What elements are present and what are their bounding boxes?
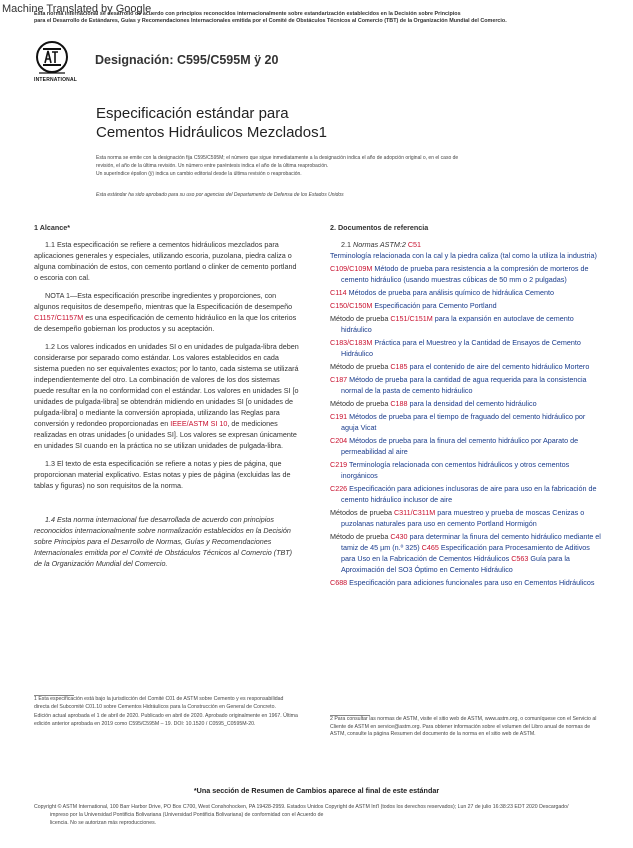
reference-link[interactable]: C150/C150M — [330, 301, 373, 310]
left-column — [34, 222, 299, 576]
reference-item — [330, 287, 602, 298]
standard-note: Esta estándar ha sido aprobado para su uso por agencias del Departamento de Defensa de los Estados Unidos — [96, 192, 344, 198]
reference-link[interactable]: C688 — [330, 578, 348, 587]
reference-text: Método de prueba — [330, 362, 391, 371]
intro-text — [96, 155, 526, 178]
reference-link[interactable]: C183/C183M — [330, 338, 373, 347]
page-title — [96, 104, 327, 142]
paragraph-2-1 — [330, 239, 602, 250]
section-heading: 2. Documentos de referencia — [330, 223, 429, 232]
link-c1157[interactable]: C1157/C1157M — [34, 313, 84, 322]
reference-text: Práctica para el Muestreo y la Cantidad de Ensayos de Cemento Hidráulico — [341, 338, 581, 358]
reference-item — [330, 435, 602, 457]
intro-line: Un superíndice épsilon (ÿ) indica un cambio editorial desde la última revisión o reaprobación. — [96, 170, 302, 177]
astm-standards-label: Normas ASTM:2 — [353, 240, 408, 249]
reference-text: para muestreo y prueba de moscas Cenizas o puzolanas naturales para uso en cemento Portland Hormigón — [341, 508, 585, 528]
reference-item — [330, 577, 602, 588]
reference-text: Método de prueba — [330, 399, 391, 408]
reference-item — [330, 507, 602, 529]
paragraph-1-2 — [34, 341, 299, 451]
reference-item — [330, 531, 602, 575]
footnote-2: 2 Para consultar las normas de ASTM, visite el sitio web de ASTM, www.astm.org, o comuníquese con el Servicio al Cliente de ASTM en service@astm.org. Para obtener información sobre el volumen del Libro anual de normas de ASTM, consulte la página Resumen del documento de la norma en el sitio web de ASTM. — [330, 716, 597, 737]
reference-text: Métodos de prueba para el tiempo de fraguado del cemento hidráulico por aguja Vicat — [341, 412, 586, 432]
reference-text: Método de prueba para la cantidad de agua requerida para la consistencia normal de la pasta de cemento hidráulico — [341, 375, 587, 395]
intro-line: Esta norma se emite con la designación fija C595/C595M; el número que sigue inmediatamente a la designación indica el año de adopción original o, en el caso de — [96, 155, 459, 161]
reference-item — [330, 250, 602, 261]
footnote-left — [34, 695, 299, 730]
reference-link[interactable]: C563 — [511, 554, 529, 563]
reference-item — [330, 483, 602, 505]
note-1 — [34, 290, 299, 334]
reference-link[interactable]: C185 — [390, 362, 408, 371]
reference-link[interactable]: C430 — [390, 532, 408, 541]
top-note-line: para el Desarrollo de Estándares, Guías y Recomendaciones Internacionales emitida por el Comité de Obstáculos Técnicos al Comercio (TBT) de la Organización Mundial del Comercio. — [34, 18, 507, 24]
license-line: impreso por la Universidad Pontificia Bolivariana (Universidad Pontificia Bolivariana) de conformidad con el Acuerdo de — [50, 812, 324, 818]
top-note-line: Esta norma internacional se desarrolló de acuerdo con principios reconocidos internacionalmente sobre estandarización establecidos en la Decisión sobre Principios — [34, 11, 461, 17]
reference-item — [330, 411, 602, 433]
note-text: es una especificación de cemento hidráulico en la que los criterios de desempeño gobiernan los productos y su aceptación. — [34, 313, 297, 333]
reference-text: Terminología relacionada con la cal y la piedra caliza (tal como la utiliza la industria) — [330, 251, 597, 260]
reference-item — [330, 459, 602, 481]
reference-item — [330, 374, 602, 396]
logo-text: INTERNATIONAL — [34, 77, 78, 83]
top-note — [34, 11, 630, 25]
footnote-right — [330, 715, 602, 741]
title-line: Especificación estándar para — [96, 105, 289, 122]
reference-text: para la expansión en autoclave de cemento hidráulico — [341, 314, 574, 334]
astm-logo — [34, 40, 78, 88]
copyright-text: Copyright © ASTM International, 100 Barr Harbor Drive, PO Box C700, West Conshohocken, PA 19428-2959. Estados Unidos Copyright de ASTM Int'l (todos los derechos reservados); Lun 27 de julio 16:38:23 EDT 2020 Descargado/ — [34, 804, 569, 810]
reference-link[interactable]: C188 — [390, 399, 408, 408]
intro-line: revisión, el año de la última revisión. Un número entre paréntesis indica el año de la última reaprobación. — [96, 162, 329, 169]
reference-link[interactable]: C187 — [330, 375, 348, 384]
paragraph-1-3: 1.3 El texto de esta especificación se refiere a notas y pies de página, que proporcionan material explicativo. Estas notas y pies de página (excluidas las de tablas y figuras) no son requisitos de la norma. — [34, 459, 291, 490]
reference-text: Métodos de prueba — [330, 508, 394, 517]
footnote-edition: Edición actual aprobada el 1 de abril de 2020. Publicado en abril de 2020. Aprobado originalmente en 1967. Última edición anterior aprobada en 2019 como C595/C595M – 19. DOI: 10.1520 / C0595_C0595M-20. — [34, 713, 298, 727]
summary-note: *Una sección de Resumen de Cambios aparece al final de este estándar — [193, 786, 440, 795]
reference-text: para determinar la finura del cemento hidráulico mediante el tamiz de 45 µm (n.º 325) — [341, 532, 601, 552]
paragraph-1-4: 1.4 Esta norma internacional fue desarrollada de acuerdo con principios reconocidos internacionalmente sobre normalización establecidos en la Decisión sobre Principios para el Desarrollo de Normas, Guías y Recomendaciones Internacionales emitida por el Comité de Obstáculos Técnicos al Comercio (TBT) de la Organización Mundial del Comercio. — [34, 515, 293, 568]
right-column — [330, 222, 602, 590]
link-c51[interactable]: C51 — [407, 240, 422, 249]
reference-item — [330, 300, 602, 311]
reference-text: Especificación para adiciones inclusoras de aire para uso en la fabricación de cemento hidráulico inclusor de aire — [341, 484, 597, 504]
reference-link[interactable]: C311/C311M — [393, 508, 436, 517]
note-text: NOTA 1—Esta especificación prescribe ingredientes y proporciones, con algunos requisitos de desempeño, mientras que la Especificación de desempeño — [34, 291, 293, 311]
reference-link[interactable]: C151/C151M — [390, 314, 433, 323]
designation: Designación: C595/C595M ÿ 20 — [95, 53, 279, 67]
reference-link[interactable]: C219 — [330, 460, 348, 469]
link-ieee-astm-si10[interactable]: IEEE/ASTM SI 10 — [170, 419, 228, 428]
reference-item — [330, 361, 602, 372]
reference-text: Especificación para adiciones funcionales para uso en Cementos Hidráulicos — [347, 578, 595, 587]
license-line: licencia. No se autorizan más reproducciones. — [50, 820, 157, 826]
reference-item — [330, 337, 602, 359]
reference-text: Guía para la Aproximación del SO3 Óptimo en Cemento Hidráulico — [341, 554, 570, 574]
reference-text: Método de prueba para resistencia a la compresión de morteros de cemento hidráulico (usando muestras cúbicas de 50 mm o 2 pulgadas) — [341, 264, 589, 284]
footnote-1: 1 Esta especificación está bajo la jurisdicción del Comité C01 de ASTM sobre Cemento y es responsabilidad directa del Subcomité C01.10 sobre Cementos Hidráulicos para la Construcción en General de Concreto. — [34, 696, 284, 710]
reference-link[interactable]: C114 — [330, 288, 347, 297]
paragraph-text: , de mediciones realizadas en otras unidades [o unidades SI]. Los valores se expresan únicamente en unidades SI cuando en la práctica no se utilizan unidades de pulgada-libra. — [34, 419, 297, 450]
reference-text: Especificación para Cemento Portland — [372, 301, 497, 310]
machine-translated-banner: Machine Translated by Google — [2, 3, 152, 15]
reference-link[interactable]: C465 — [421, 543, 439, 552]
reference-text: Métodos de prueba para la finura del cemento hidráulico por Aparato de permeabilidad al aire — [341, 436, 579, 456]
reference-list — [330, 250, 602, 588]
title-line: Cementos Hidráulicos Mezclados1 — [96, 124, 327, 141]
reference-link[interactable]: C191 — [330, 412, 348, 421]
reference-text: Método de prueba — [330, 532, 391, 541]
reference-text: para la densidad del cemento hidráulico — [407, 399, 537, 408]
reference-link[interactable]: C204 — [330, 436, 348, 445]
reference-text: Método de prueba — [330, 314, 391, 323]
reference-item — [330, 398, 602, 409]
reference-text: para el contenido de aire del cemento hidráulico Mortero — [407, 362, 590, 371]
section-heading: 1 Alcance* — [34, 223, 71, 232]
paragraph-1-1: 1.1 Esta especificación se refiere a cementos hidráulicos mezclados para aplicaciones generales y especiales, utilizando escoria, puzolana, piedra caliza o alguna combinación de estos, con cemento portland o clinker de cemento portland o escoria con cal. — [34, 240, 297, 282]
reference-link[interactable]: C226 — [330, 484, 348, 493]
paragraph-text: 2.1 — [341, 240, 353, 249]
reference-text: Especificación para Procesamiento de Aditivos para Uso en la Fabricación de Cementos Hidráulicos — [341, 543, 590, 563]
reference-text: Terminología relacionada con cementos hidráulicos y otros cementos inorgánicos — [341, 460, 570, 480]
reference-text: Métodos de prueba para análisis químico de hidráulica Cemento — [346, 288, 555, 297]
reference-link[interactable]: C109/C109M — [330, 264, 373, 273]
copyright — [34, 803, 594, 827]
reference-item — [330, 263, 602, 285]
paragraph-text: 1.2 Los valores indicados en unidades SI o en unidades de pulgada-libra deben considerarse por separado como estándar. Los valores establecidos en cada sistema pueden no ser equivalentes exactos; por lo tanto, cada sistema se utilizará independientemente del otro. La combinación de valores de los dos sistemas puede resultar en la no conformidad con el estándar. Los valores en unidades SI [o unidades de pulgada-libra] se obtendrán midiendo en unidades SI [o unidades de pulgada-libra] o mediante la conversión apropiada, utilizando las Reglas para conversión y redondeo proporcionadas en — [34, 342, 299, 428]
reference-item — [330, 313, 602, 335]
